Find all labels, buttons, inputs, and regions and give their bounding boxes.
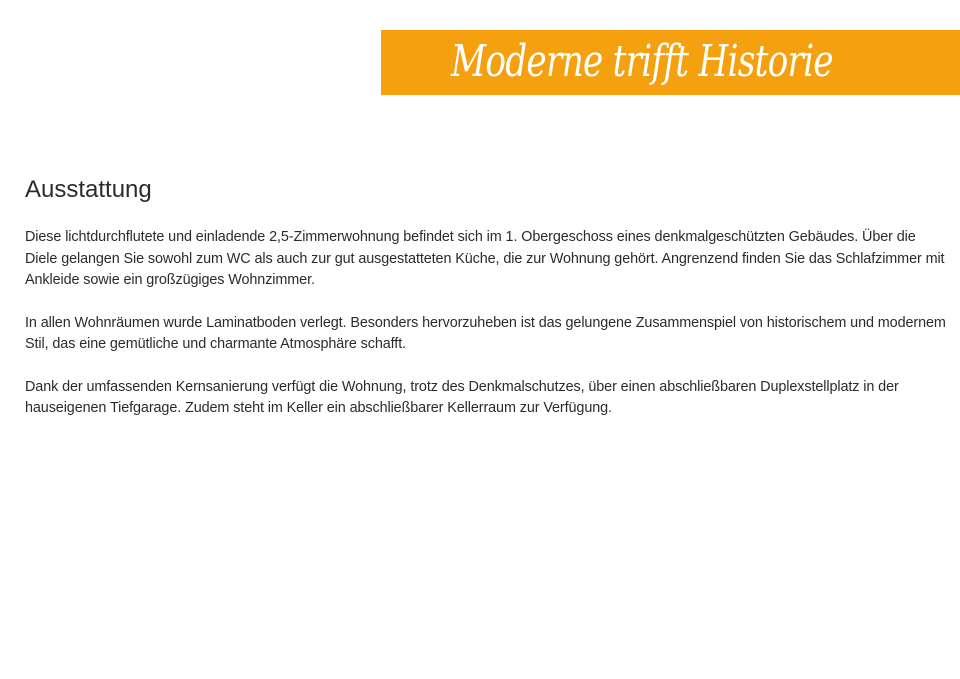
paragraph-layout: Diese lichtdurchflutete und einladende 2,5-Zimmerwohnung befindet sich im 1. Obergeschoss eines denkmalgeschützten Gebäudes. Über die Diele gelangen Sie sowohl zum WC als auch zur gut ausgestatteten Küche, die zur Wohnung gehört. Angrenzend finden Sie das Schlafzimmer mit Ankleide sowie ein großzügiges Wohnzimmer. xyxy=(25,229,945,288)
banner-title: Moderne trifft Historie xyxy=(451,36,833,87)
paragraph-flooring: In allen Wohnräumen wurde Laminatboden verlegt. Besonders hervorzuheben ist das gelungene Zusammenspiel von historischem und modernem Stil, das eine gemütliche und charmante Atmosphäre schafft. xyxy=(25,314,946,352)
title-banner xyxy=(381,30,960,95)
section-heading: Ausstattung xyxy=(25,176,152,203)
paragraph-parking: Dank der umfassenden Kernsanierung verfügt die Wohnung, trotz des Denkmalschutzes, über einen abschließbaren Duplexstellplatz in der hauseigenen Tiefgarage. Zudem steht im Keller ein abschließbarer Kellerraum zur Verfügung. xyxy=(25,378,899,416)
description-body xyxy=(25,227,950,441)
